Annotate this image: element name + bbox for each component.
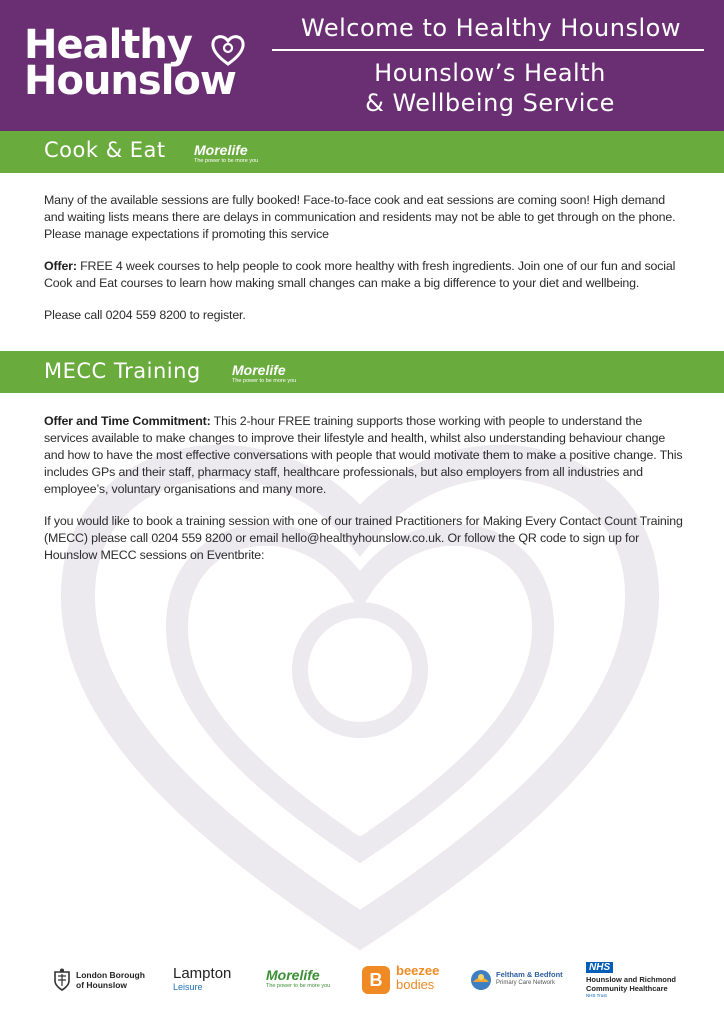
logo-line-1: Healthy bbox=[24, 22, 192, 68]
morelife-tagline: The power to be more you bbox=[194, 158, 259, 164]
morelife-name: Morelife bbox=[232, 362, 286, 378]
lampton-name: Lampton bbox=[173, 965, 232, 982]
pcn-circle-icon bbox=[470, 969, 492, 991]
nhs-line-1: Hounslow and Richmond bbox=[586, 975, 676, 984]
cook-eat-notice: Many of the available sessions are fully booked! Face-to-face cook and eat sessions are coming soon! High demand and waiting lists means there are delays in communication and residents may not be able to get through on the phone. Please manage expectations if promoting this service bbox=[44, 193, 676, 241]
morelife-logo bbox=[232, 362, 296, 385]
heart-icon bbox=[210, 33, 246, 67]
offer-text: This 2-hour FREE training supports those working with people to understand the services available to make changes to improve their lifestyle and health, whilst also understanding behaviour change and how to have the most effective conversations with people that would motivate them to make a positive change. This includes GPs and their staff, pharmacy staff, healthcare professionals, but also employers from all industries and employee’s, voluntary organisations and many more. bbox=[44, 414, 683, 496]
section-title-mecc: MECC Training bbox=[44, 359, 201, 383]
morelife-footer-logo bbox=[266, 968, 346, 998]
morelife-footer-tagline: The power to be more you bbox=[266, 983, 331, 989]
header-divider bbox=[272, 49, 704, 51]
offer-label: Offer: bbox=[44, 259, 77, 273]
beezee-line-2: bodies bbox=[396, 977, 435, 992]
logo-line-2: Hounslow bbox=[24, 58, 236, 104]
offer-label: Offer and Time Commitment: bbox=[44, 414, 211, 428]
subtitle-line-1: Hounslow’s Health bbox=[374, 59, 606, 87]
morelife-logo bbox=[194, 142, 258, 165]
subtitle-line-2: & Wellbeing Service bbox=[365, 89, 615, 117]
nhs-line-2: Community Healthcare bbox=[586, 984, 668, 993]
page-subtitle bbox=[300, 58, 680, 118]
mecc-booking: If you would like to book a training session with one of our trained Practitioners for Making Every Contact Count Training (MECC) please call 0204 559 8200 or email hello@healthyhounslow.co.uk. Or follow the QR code to sign up for Hounslow MECC sessions on Eventbrite: bbox=[44, 514, 683, 562]
mecc-body bbox=[44, 413, 684, 579]
page-header bbox=[0, 0, 724, 131]
hounslow-line-2: of Hounslow bbox=[76, 980, 127, 990]
morelife-tagline: The power to be more you bbox=[232, 378, 297, 384]
cook-eat-register: Please call 0204 559 8200 to register. bbox=[44, 308, 246, 322]
mecc-offer bbox=[44, 413, 684, 498]
nhs-trust-logo bbox=[586, 962, 696, 998]
cook-eat-body bbox=[44, 192, 684, 339]
feltham-line-1: Feltham & Bedfont bbox=[496, 970, 563, 979]
partner-logos bbox=[0, 960, 724, 1000]
section-bar-mecc bbox=[0, 351, 724, 393]
section-bar-cook-eat bbox=[0, 131, 724, 173]
lampton-sub: Leisure bbox=[173, 982, 203, 992]
nhs-badge: NHS bbox=[586, 962, 613, 973]
feltham-bedfont-pcn-logo bbox=[470, 968, 570, 996]
morelife-footer-name: Morelife bbox=[266, 967, 320, 983]
page-title: Welcome to Healthy Hounslow bbox=[301, 14, 681, 42]
cook-eat-offer bbox=[44, 258, 684, 292]
section-title-cook-eat: Cook & Eat bbox=[44, 138, 166, 162]
morelife-name: Morelife bbox=[194, 142, 248, 158]
nhs-line-3: NHS Trust bbox=[586, 993, 607, 998]
hounslow-line-1: London Borough bbox=[76, 970, 145, 980]
beezee-line-1: beezee bbox=[396, 963, 440, 978]
crest-icon bbox=[52, 968, 72, 992]
healthy-hounslow-logo bbox=[24, 22, 236, 104]
lampton-leisure-logo bbox=[173, 966, 253, 996]
beezee-b-icon: B bbox=[362, 966, 390, 994]
beezee-bodies-logo bbox=[362, 964, 452, 996]
hounslow-council-logo bbox=[52, 968, 162, 998]
offer-text: FREE 4 week courses to help people to cook more healthy with fresh ingredients. Join one of our fun and social Cook and Eat courses to learn how making small changes can make a big difference to your diet and wellbeing. bbox=[44, 259, 676, 290]
feltham-line-2: Primary Care Network bbox=[496, 980, 556, 986]
